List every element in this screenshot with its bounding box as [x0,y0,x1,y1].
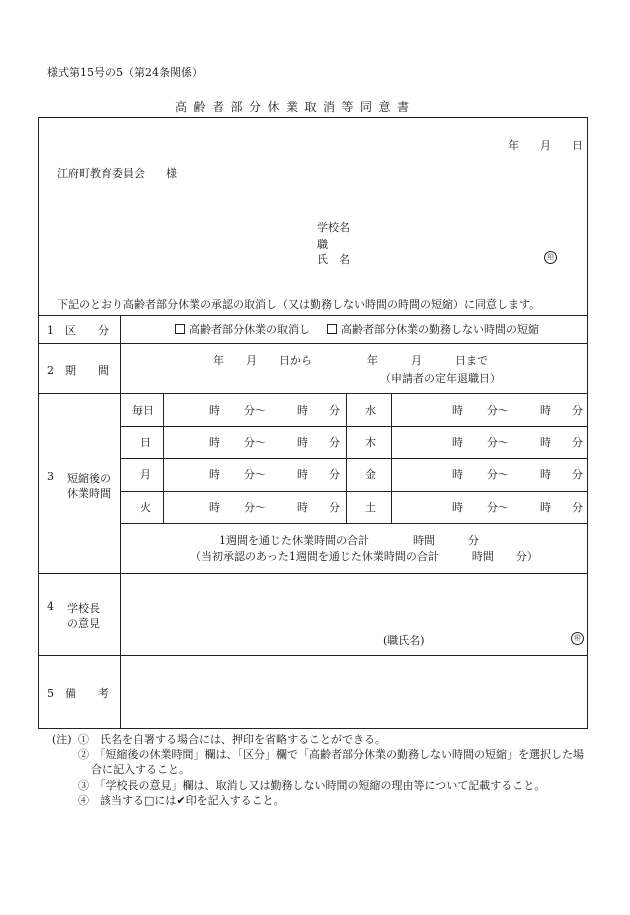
kikan-label: 2 期 間 [47,364,109,377]
kubun-options [175,321,539,337]
day-left-label: 月 [140,468,151,481]
time-unit-left: 分 [329,436,340,449]
time-unit-left: 分 [329,501,340,514]
day-right-label: 水 [365,404,376,417]
time-unit-left: 分〜 [244,436,266,449]
time-unit-left: 時 [209,501,220,514]
day-left-label: 火 [140,501,151,514]
rule-day-left [163,393,164,523]
time-unit-right: 分 [572,468,583,481]
time-unit-left: 時 [209,468,220,481]
date-day: 日 [572,139,583,152]
time-unit-right: 分〜 [487,468,509,481]
date-month: 月 [540,139,551,152]
post-label: 職 [317,238,328,251]
day-right-label: 木 [365,436,376,449]
time-unit-right: 分 [572,501,583,514]
time-unit-right: 時 [452,404,463,417]
time-unit-left: 時 [297,436,308,449]
rule-day-right [391,393,392,523]
time-unit-left: 時 [209,436,220,449]
addressee-honorific: 様 [166,167,177,180]
time-unit-right: 時 [452,436,463,449]
time-unit-left: 時 [209,404,220,417]
consent-statement: 下記のとおり高齢者部分休業の承認の取消し（又は勤務しない時間の時間の短縮）に同意します。 [57,298,541,311]
time-unit-left: 時 [297,404,308,417]
weekly-total: 1週間を通じた休業時間の合計 時間 分 [219,534,479,547]
time-unit-right: 時 [452,468,463,481]
note-4: ④ 該当する□には✔印を記入すること。 [78,794,285,807]
day-right-label: 土 [365,501,376,514]
rule-day-1 [120,426,588,427]
time-unit-left: 分〜 [244,501,266,514]
time-unit-right: 時 [540,468,551,481]
applicant-name-label: 氏 名 [317,253,350,266]
shorten-option-label: 高齢者部分休業の勤務しない時間の短縮 [341,323,539,336]
time-unit-right: 分 [572,404,583,417]
note-2-cont: 合に記入すること。 [91,763,190,776]
iken-label-line2: の意見 [67,617,100,630]
initial-weekly-total: （当初承認のあった1週間を通じた休業時間の合計 時間 分） [190,550,538,563]
kikan-retirement-note: （申請者の定年退職日） [380,372,501,385]
principal-signature-label: (職氏名) [383,634,425,647]
day-left-label: 日 [140,436,151,449]
rule-label-column [120,315,121,729]
time-unit-right: 分〜 [487,436,509,449]
document-title: 高齢者部分休業取消等同意書 [175,100,416,114]
time-unit-right: 時 [540,404,551,417]
time-unit-right: 時 [540,501,551,514]
day-left-label: 毎日 [132,404,154,417]
kubun-label: 1 区 分 [47,324,109,337]
jikan-label-number: 3 [47,470,54,483]
time-unit-left: 分〜 [244,404,266,417]
cancel-option-label: 高齢者部分休業の取消し [189,323,310,336]
principal-seal-icon: ㊞ [571,632,584,645]
time-unit-right: 分〜 [487,501,509,514]
notes-prefix: (注) [52,733,72,746]
addressee-name: 江府町教育委員会 [57,167,145,180]
note-2: ② 「短縮後の休業時間」欄は、「区分」欄で「高齢者部分休業の勤務しない時間の短縮」を選択した場 [78,748,584,761]
kikan-period: 年 月 日から 年 月 日まで [213,354,488,367]
time-unit-right: 分 [572,436,583,449]
cancel-checkbox[interactable] [175,324,185,334]
time-unit-left: 時 [297,501,308,514]
time-unit-left: 時 [297,468,308,481]
time-unit-left: 分 [329,404,340,417]
time-unit-right: 分〜 [487,404,509,417]
iken-label-line1: 学校長 [67,602,100,615]
biko-label: 5 備 考 [47,687,109,700]
jikan-label-line2: 休業時間 [67,487,111,500]
rule-day-4 [120,523,588,524]
rule-center [346,393,347,523]
iken-label-number: 4 [47,600,54,613]
date-year: 年 [508,139,519,152]
shorten-checkbox[interactable] [327,324,337,334]
time-unit-left: 分〜 [244,468,266,481]
time-unit-left: 分 [329,468,340,481]
day-right-label: 金 [365,468,376,481]
rule-day-3 [120,491,588,492]
time-unit-right: 時 [452,501,463,514]
rule-day-2 [120,458,588,459]
applicant-seal-icon: ㊞ [544,251,557,264]
time-unit-right: 時 [540,436,551,449]
note-1: ① 氏名を自署する場合には、押印を省略することができる。 [78,733,386,746]
form-number: 様式第15号の5（第24条関係） [47,66,203,79]
school-name-label: 学校名 [317,221,350,234]
jikan-label-line1: 短縮後の [67,472,111,485]
note-3: ③ 「学校長の意見」欄は、取消し又は勤務しない時間の短縮の理由等について記載すること。 [78,779,546,792]
